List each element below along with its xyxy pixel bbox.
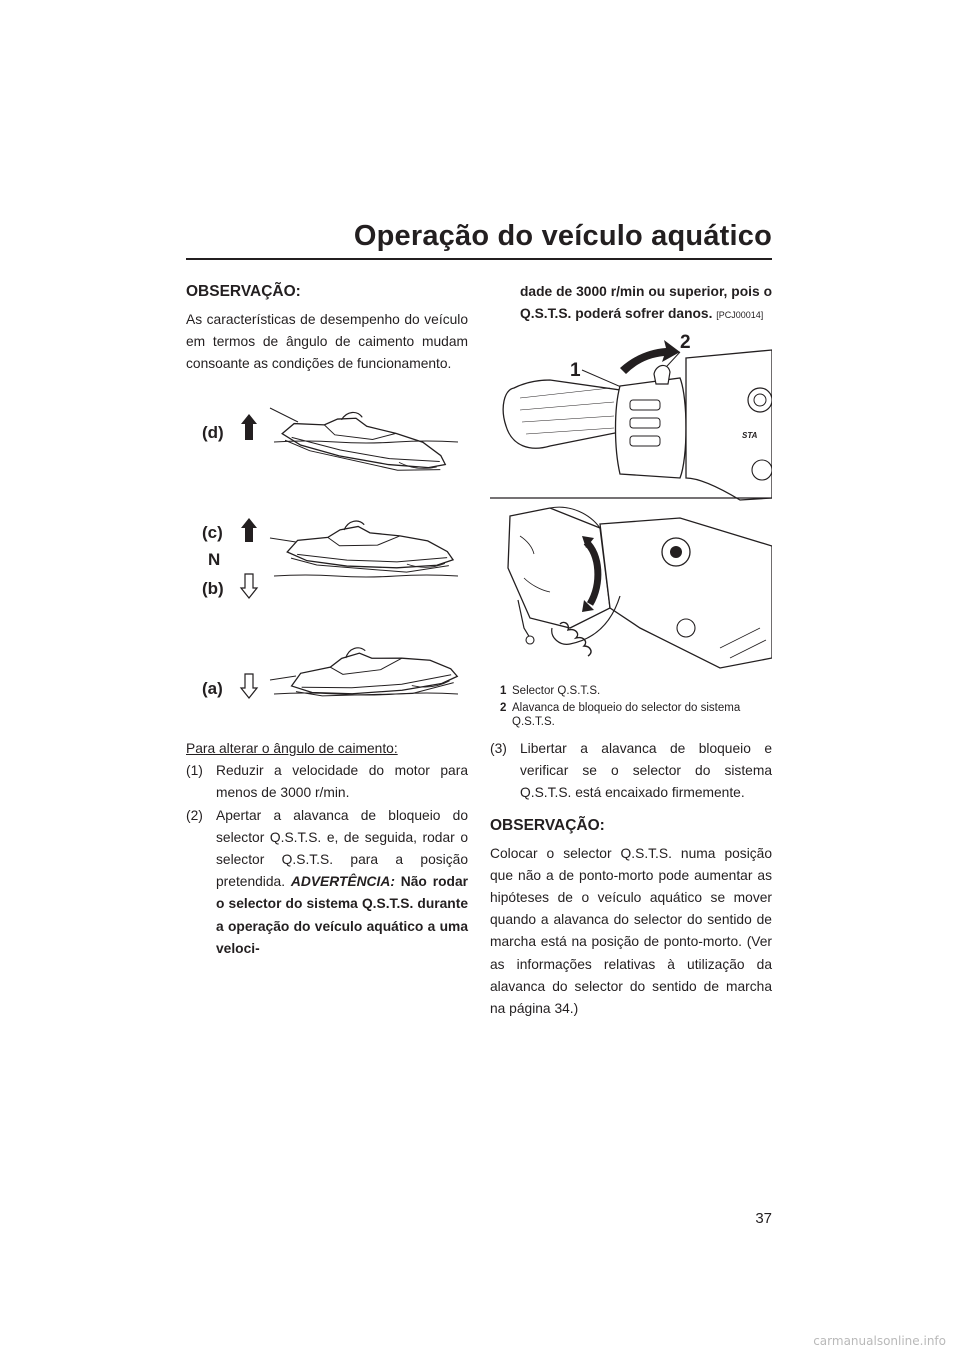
trim-label-c: (c): [202, 523, 223, 542]
watermark: carmanualsonline.info: [813, 1334, 946, 1348]
arrow-up-icon: [241, 518, 257, 542]
arrow-down-icon: [241, 574, 257, 598]
step-1: [186, 760, 468, 804]
caption-item-1: [500, 684, 772, 698]
callout-2: 2: [680, 332, 691, 353]
step-number: (1): [186, 763, 203, 779]
caption-text: Alavanca de bloqueio do selector do sistema Q.S.T.S.: [512, 702, 741, 728]
trim-label-b: (b): [202, 579, 224, 598]
caption-item-2: [500, 701, 772, 729]
step-text: [216, 805, 468, 960]
warning-continuation: [520, 281, 772, 326]
trim-heading: Para alterar o ângulo de caimento:: [186, 741, 398, 756]
figure-caption: [500, 684, 772, 729]
step-2: [186, 805, 468, 960]
trim-angle-figure: [186, 378, 468, 718]
warning-text-continued: dade de 3000 r/min ou superior, pois o Q.S.T.S. poderá sofrer danos.: [520, 284, 772, 322]
page-number: 37: [755, 1210, 772, 1227]
warning-text: Não rodar o selector do sistema Q.S.T.S. durante a operação do veículo aquático a uma veloci-: [216, 874, 468, 956]
step-text: Reduzir a velocidade do motor para menos de 3000 r/min.: [216, 763, 468, 801]
note-heading: OBSERVAÇÃO:: [186, 283, 301, 300]
note-heading: OBSERVAÇÃO:: [490, 816, 605, 834]
step-number: (3): [490, 741, 507, 756]
trim-label-a: (a): [202, 679, 223, 698]
warning-label: ADVERTÊNCIA:: [290, 874, 395, 890]
step-3: [490, 738, 772, 805]
arrow-up-icon: [241, 414, 257, 440]
rotate-arrow-icon: [620, 340, 680, 374]
trim-label-n: N: [208, 550, 221, 569]
warning-paragraph: [520, 281, 772, 326]
trim-instructions: [186, 738, 468, 960]
step-2-text: Apertar a alavanca de bloqueio do selector Q.S.T.S. e, de seguida, rodar o selector Q.S.T.S. para a posição pretendida.: [216, 807, 468, 890]
note-text: Colocar o selector Q.S.T.S. numa posição que não a de ponto-morto pode aumentar as hipóteses de o veículo aquático se mover quando a alavanca do selector do sentido de marcha está na posição de ponto-morto. (Ver as informações relativas à utilização da alavanca do selector do sentido de marcha na página 34.): [490, 845, 772, 1017]
callout-1: 1: [570, 360, 581, 381]
warning-code: [PCJ00014]: [716, 310, 764, 321]
qsts-selector-figure: [490, 328, 772, 683]
handlebar-grip: [503, 380, 620, 448]
step-text: Libertar a alavanca de bloqueio e verificar se o selector do sistema Q.S.T.S. está encaixado firmemente.: [520, 741, 772, 801]
note-text: As características de desempenho do veículo em termos de ângulo de caimento mudam consoante as condições de funcionamento.: [186, 312, 468, 372]
start-label: STA: [742, 431, 758, 440]
page-title: Operação do veículo aquático: [353, 220, 772, 252]
caption-number: 2: [500, 702, 507, 714]
arrow-down-icon: [241, 674, 257, 698]
right-column-text: [490, 738, 772, 1020]
left-column: [186, 281, 468, 376]
trim-label-d: (d): [202, 423, 224, 442]
title-rule: [186, 258, 772, 260]
lock-lever: [654, 365, 670, 384]
caption-number: 1: [500, 685, 507, 697]
caption-text: Selector Q.S.T.S.: [512, 685, 601, 697]
step-number: (2): [186, 807, 203, 823]
